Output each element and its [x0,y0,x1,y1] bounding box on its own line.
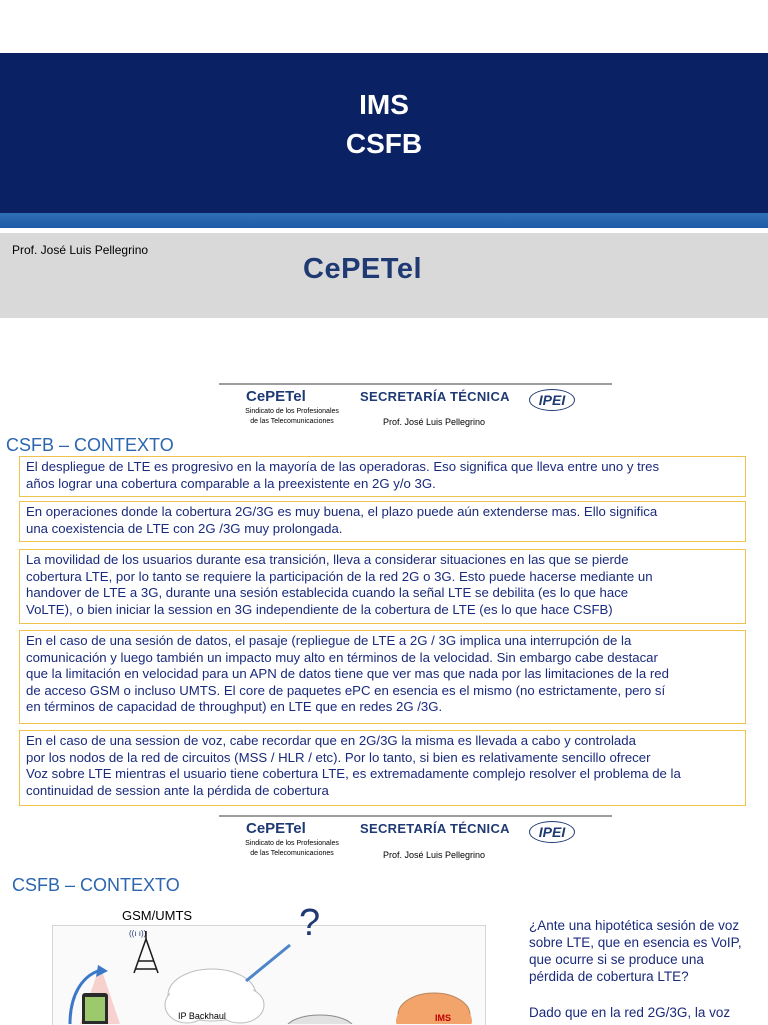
box5-line4: continuidad de session ante la pérdida de cobertura [26,782,329,798]
antenna-waves: ((ı ı)) [129,929,147,938]
brand-logo-text: CePETel [303,253,423,285]
box4-line5: en términos de capacidad de throughput) en LTE que en redes 2G /3G. [26,699,443,714]
box4-line1: En el caso de una sesión de datos, el pasaje (repliegue de LTE a 2G / 3G implica una interrupción de la [26,633,632,648]
header-brand-subtitle-2 [232,839,352,859]
header-secretaria-2: SECRETARÍA TÉCNICA [360,821,510,836]
header-divider [219,383,612,385]
ims-cloud-icon [396,993,472,1024]
box5-line1: En el caso de una session de voz, cabe recordar que en 2G/3G la misma es llevada a cabo y controlada [26,733,636,748]
ip-backhaul-label: IP Backhaul [178,1011,226,1021]
box4-line3: que la limitación en velocidad para un APN de datos tiene que ver mas que nada por las limitaciones de la red [26,666,669,681]
header-brand-sub-2: de las Telecomunicaciones [250,418,334,425]
box1-line1: El despliegue de LTE es progresivo en la mayoría de las operadoras. Eso significa que lleva entre uno y tres [26,459,660,474]
context-box-4 [19,630,746,724]
cell-tower-icon [134,931,158,973]
ipei-logo: IPEI [529,389,575,411]
side-line2: sobre LTE, que en esencia es VoIP, [529,935,742,950]
box2-line1: En operaciones donde la cobertura 2G/3G es muy buena, el plazo puede aún extenderse mas. Ello significa [26,504,658,519]
box5-line3: Voz sobre LTE mientras el usuario tiene cobertura LTE, es extremadamente complejo resolver el problema de la [26,766,681,781]
header-prof: Prof. José Luis Pellegrino [383,417,486,427]
box3-line1: La movilidad de los usuarios durante esa transición, lleva a considerar situaciones en las que se pierde [26,552,629,567]
box3-line4: VoLTE), o bien iniciar la session en 3G independiente de la cobertura de LTE (es lo que hace CSFB) [26,601,613,617]
box3-line3: handover de LTE a 3G, durante una sesión establecida cuando la señal LTE se debilita (es lo que hace [26,585,629,600]
title-line-2: CSFB [345,128,423,159]
box4-line4: de acceso GSM o incluso UMTS. El core de paquetes ePC en esencia es el mismo (no estrictamente, pero sí [26,682,666,698]
side-question-text [529,917,742,985]
header-brand-2: CePETel [246,820,306,837]
ims-label: IMS [435,1013,452,1023]
context-box-5 [19,730,746,806]
side-line1: ¿Ante una hipotética sesión de voz [529,918,740,933]
ipei-logo-2: IPEI [529,821,575,843]
header-secretaria: SECRETARÍA TÉCNICA [360,389,510,404]
box2-line2: una coexistencia de LTE con 2G /3G muy prolongada. [26,520,343,536]
link-to-question [246,945,290,981]
core-cloud-icon [286,1015,354,1024]
box5-line2: por los nodos de la red de circuitos (MSS / HLR / etc). Por lo tanto, si bien es relativamente sencillo ofrecer [26,749,651,765]
header-prof-2: Prof. José Luis Pellegrino [383,850,486,860]
context-box-1 [19,456,746,497]
context-box-3 [19,549,746,624]
header-brand-subtitle [232,407,352,427]
header-brand-sub-1b: Sindicato de los Profesionales [245,840,339,847]
question-mark: ? [299,902,321,944]
context-box-2 [19,501,746,542]
header-divider-2 [219,815,612,817]
author-name: Prof. José Luis Pellegrino [12,243,149,257]
phone-icon [82,993,108,1024]
box3-line2: cobertura LTE, por lo tanto se requiere la participación de la red 2G o 3G. Esto puede hacerse mediante un [26,568,653,584]
side-answer-text: Dado que en la red 2G/3G, la voz [529,1005,731,1020]
box1-line2: años lograr una cobertura comparable a la preexistente en 2G y/o 3G. [26,475,436,491]
slide2-title: CSFB – CONTEXTO [6,435,174,455]
header-brand-sub-2b: de las Telecomunicaciones [250,850,334,857]
header-brand: CePETel [246,388,306,405]
header-brand-sub-1: Sindicato de los Profesionales [245,408,339,415]
network-diagram-svg [52,925,484,1024]
accent-bar [0,213,768,228]
box4-line2: comunicación y luego también un impacto muy alto en términos de la velocidad. Sin embargo cabe destacar [26,649,658,665]
side-line4: pérdida de cobertura LTE? [529,969,689,984]
gsm-umts-label: GSM/UMTS [122,908,193,923]
side-line3: que ocurre si se produce una [529,952,704,967]
slide3-title: CSFB – CONTEXTO [12,875,180,895]
title-line-1: IMS [359,89,409,120]
